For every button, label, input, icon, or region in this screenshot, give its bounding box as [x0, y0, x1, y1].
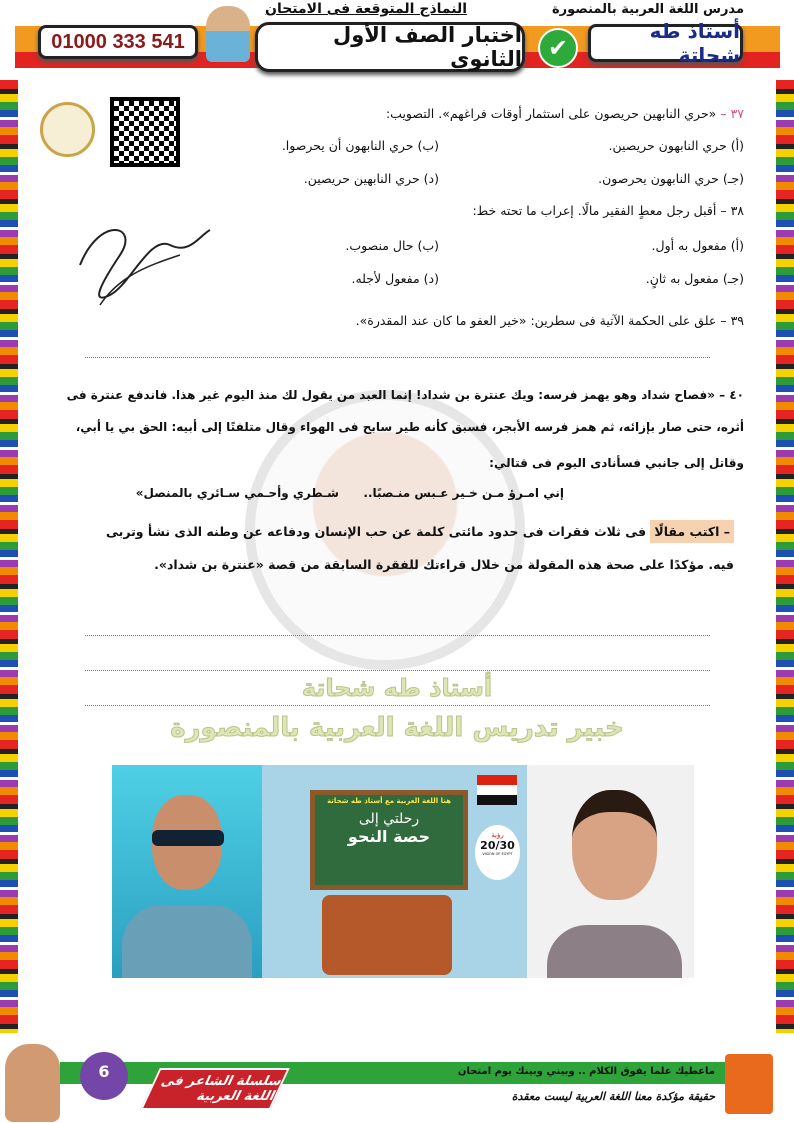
right-border-stripe	[776, 80, 794, 1033]
verse-first-half: إني امـرؤ مـن خـير عـبس منـصبًا..	[363, 486, 564, 500]
passage-line	[67, 388, 744, 402]
left-border-stripe	[0, 80, 18, 1033]
question-text: أقبل رجل معطٍ الفقير مالًا. إعراب ما تحته خط:	[472, 203, 717, 218]
question-39	[356, 313, 744, 328]
passage-line: وقاتل إلى جانبي فسأنادى اليوم فى قتالي:	[489, 456, 744, 470]
question-38	[472, 203, 744, 218]
verse-second-half: شـطري وأحـمي سـائري بالمنصل»	[135, 486, 339, 500]
vision-2030-logo	[475, 825, 520, 880]
vision-year: 20/30	[480, 839, 515, 852]
option: (أ) مفعول به أول.	[651, 238, 744, 253]
books-pencils-icon	[725, 1054, 773, 1114]
question-number: ٣٨ –	[720, 203, 744, 218]
vision-subtitle: VISION OF EGYPT	[482, 852, 513, 856]
watermark-title: خبير تدريس اللغة العربية بالمنصورة	[170, 713, 624, 743]
teacher-photo-left	[112, 765, 262, 978]
question-number: ٣٩ –	[720, 313, 744, 328]
slogan-2: حقيقة مؤكدة معنا اللغة العربية ليست معقدة	[511, 1090, 715, 1103]
option: (أ) حري النابهون حريصين.	[608, 138, 744, 153]
chalkboard	[310, 790, 468, 890]
page-number: 6	[80, 1052, 128, 1100]
answer-line	[85, 635, 710, 636]
phone-number: 01000 333 541	[38, 25, 198, 59]
qr-code	[110, 97, 180, 167]
answer-line	[85, 705, 710, 706]
teacher-caption: مدرس اللغة العربية بالمنصورة	[551, 2, 744, 17]
surprised-man-icon	[5, 1044, 60, 1122]
question-number: ٣٧ –	[720, 106, 744, 121]
subtitle: النماذج المتوقعة فى الامتحان	[265, 1, 468, 17]
ministry-emblem	[40, 102, 95, 157]
board-caption: هنا اللغة العربية مع أستاذ طه شحاتة	[327, 797, 451, 805]
option: (جـ) مفعول به ثانٍ.	[645, 271, 744, 286]
answer-line	[85, 357, 710, 358]
exam-title: اختبار الصف الأول الثانوي	[255, 22, 525, 72]
check-icon: ✔	[538, 28, 578, 68]
essay-line	[106, 524, 734, 539]
teacher-cartoon-icon	[206, 6, 250, 62]
essay-line: فيه. مؤكدًا على صحة هذه المقولة من خلال قراءتك للفقرة السابقة من قصة «عنترة بن شداد».	[154, 557, 734, 572]
option: (جـ) حري النابهون يحرصون.	[598, 171, 744, 186]
promo-banner	[112, 765, 694, 978]
vision-label: رؤية	[491, 831, 504, 839]
teacher-name: أستاذ طه شحاتة	[588, 24, 743, 62]
board-line-2: حصة النحو	[347, 827, 431, 846]
chalkboard-poster	[262, 765, 527, 978]
option: (د) حري النابهين حريصين.	[303, 171, 439, 186]
essay-text: فى ثلاث فقرات فى حدود مائتى كلمة عن حب الإنسان ودفاعه عن وطنه الذى نشأ وتربى	[106, 524, 647, 539]
signature	[60, 205, 220, 315]
option: (ب) حري النابهون أن يحرصوا.	[281, 138, 439, 153]
option: (ب) حال منصوب.	[345, 238, 439, 253]
slogan-1: ماعطيك علما يفوق الكلام .. وبيني وبينك يوم امتحان	[457, 1066, 715, 1077]
teacher-photo-right	[527, 765, 694, 978]
egypt-flag-icon	[477, 775, 517, 805]
question-text: «حري النابهين حريصون على استثمار أوقات فراغهم». التصويب:	[385, 106, 717, 121]
footer	[0, 1040, 794, 1123]
question-37	[386, 106, 744, 121]
watermark-name: أستاذ طه شحاتة	[301, 674, 493, 702]
passage-line: أثره، حتى صار بإزائه، ثم همز فرسه الأبجر، فسبق كأنه طير سابح فى الهواء وقال متلفتًا إلى أبيه: الحق بي يا أبي،	[75, 420, 744, 434]
passage-text: «فصاح شداد وهو يهمز فرسه: ويك عنترة بن شداد! إنما العبد من يقول لك منذ اليوم غير هذا. فاندفع عنترة فى	[66, 388, 715, 402]
board-line-1: رحلتي إلى	[358, 811, 420, 827]
header	[0, 0, 794, 80]
series-title: سلسلة الشاعر فى اللغة العربية	[140, 1068, 290, 1110]
suitcase-books	[322, 895, 452, 975]
answer-line	[85, 670, 710, 671]
question-number: ٤٠ –	[719, 388, 744, 402]
question-text: علق على الحكمة الآتية فى سطرين: «خير العفو ما كان عند المقدرة».	[355, 313, 717, 328]
option: (د) مفعول لأجله.	[351, 271, 439, 286]
essay-highlight: – اكتب مقالًا	[650, 520, 734, 543]
